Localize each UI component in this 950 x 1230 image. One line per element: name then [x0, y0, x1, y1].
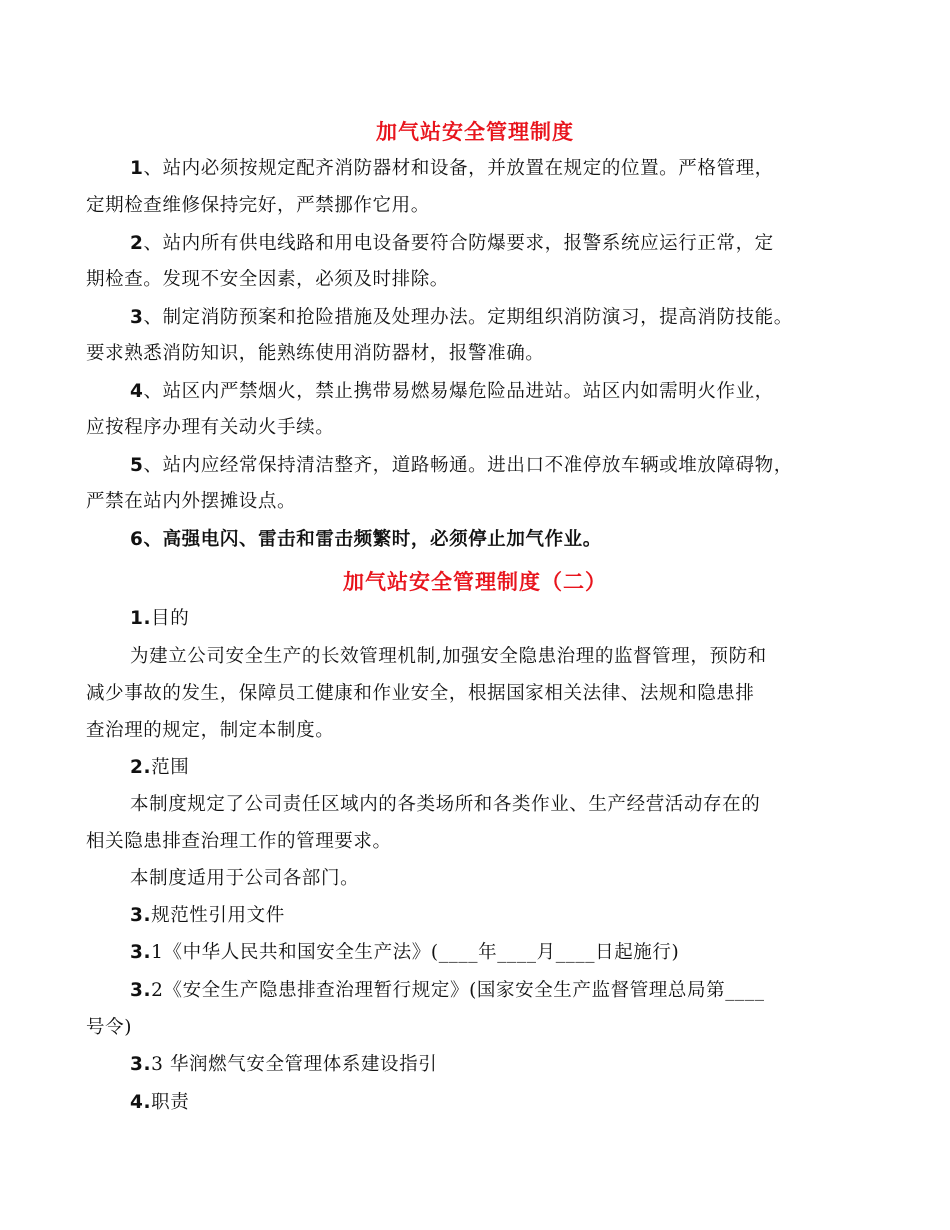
item-1-line-1: 1、站内必须按规定配齐消防器材和设备，并放置在规定的位置。严格管理，	[130, 158, 774, 179]
section-1-heading: 1.目的	[130, 608, 190, 629]
section-1-para-line-1: 为建立公司安全生产的长效管理机制,加强安全隐患治理的监督管理，预防和	[130, 646, 767, 667]
reference-3-3: 3.3 华润燃气安全管理体系建设指引	[130, 1054, 438, 1075]
reference-3-1: 3.1《中华人民共和国安全生产法》(____年____月____日起施行)	[130, 942, 680, 963]
item-5-line-1: 5、站内应经常保持清洁整齐，道路畅通。进出口不准停放车辆或堆放障碍物，	[130, 455, 793, 476]
section-1-para-line-3: 查治理的规定，制定本制度。	[86, 720, 335, 741]
section-4-heading: 4.职责	[130, 1092, 190, 1113]
item-4-line-2: 应按程序办理有关动火手续。	[86, 417, 335, 438]
reference-3-2-continued: 号令)	[86, 1017, 133, 1038]
item-2-line-2: 期检查。发现不安全因素，必须及时排除。	[86, 269, 449, 290]
section-2-para-line-2: 相关隐患排查治理工作的管理要求。	[86, 831, 392, 852]
document-title: 加气站安全管理制度	[376, 120, 574, 144]
item-3-line-2: 要求熟悉消防知识，能熟练使用消防器材，报警准确。	[86, 343, 545, 364]
item-1-line-2: 定期检查维修保持完好，严禁挪作它用。	[86, 195, 430, 216]
document-title-2: 加气站安全管理制度（二）	[343, 570, 607, 594]
item-6-line-1: 6、高强电闪、雷击和雷击频繁时，必须停止加气作业。	[130, 529, 602, 550]
item-4-line-1: 4、站区内严禁烟火，禁止携带易燃易爆危险品进站。站区内如需明火作业，	[130, 381, 774, 402]
section-2-para-line-1: 本制度规定了公司责任区域内的各类场所和各类作业、生产经营活动存在的	[130, 794, 761, 815]
section-2-heading: 2.范围	[130, 757, 190, 778]
reference-3-2: 3.2《安全生产隐患排查治理暂行规定》(国家安全生产监督管理总局第____	[130, 980, 765, 1001]
item-3-line-1: 3、制定消防预案和抢险措施及处理办法。定期组织消防演习，提高消防技能。	[130, 307, 793, 328]
section-1-para-line-2: 减少事故的发生，保障员工健康和作业安全，根据国家相关法律、法规和隐患排	[86, 683, 755, 704]
item-2-line-1: 2、站内所有供电线路和用电设备要符合防爆要求，报警系统应运行正常，定	[130, 233, 774, 254]
section-3-heading: 3.规范性引用文件	[130, 905, 285, 926]
item-5-line-2: 严禁在站内外摆摊设点。	[86, 491, 297, 512]
section-2-para-2: 本制度适用于公司各部门。	[130, 868, 360, 889]
